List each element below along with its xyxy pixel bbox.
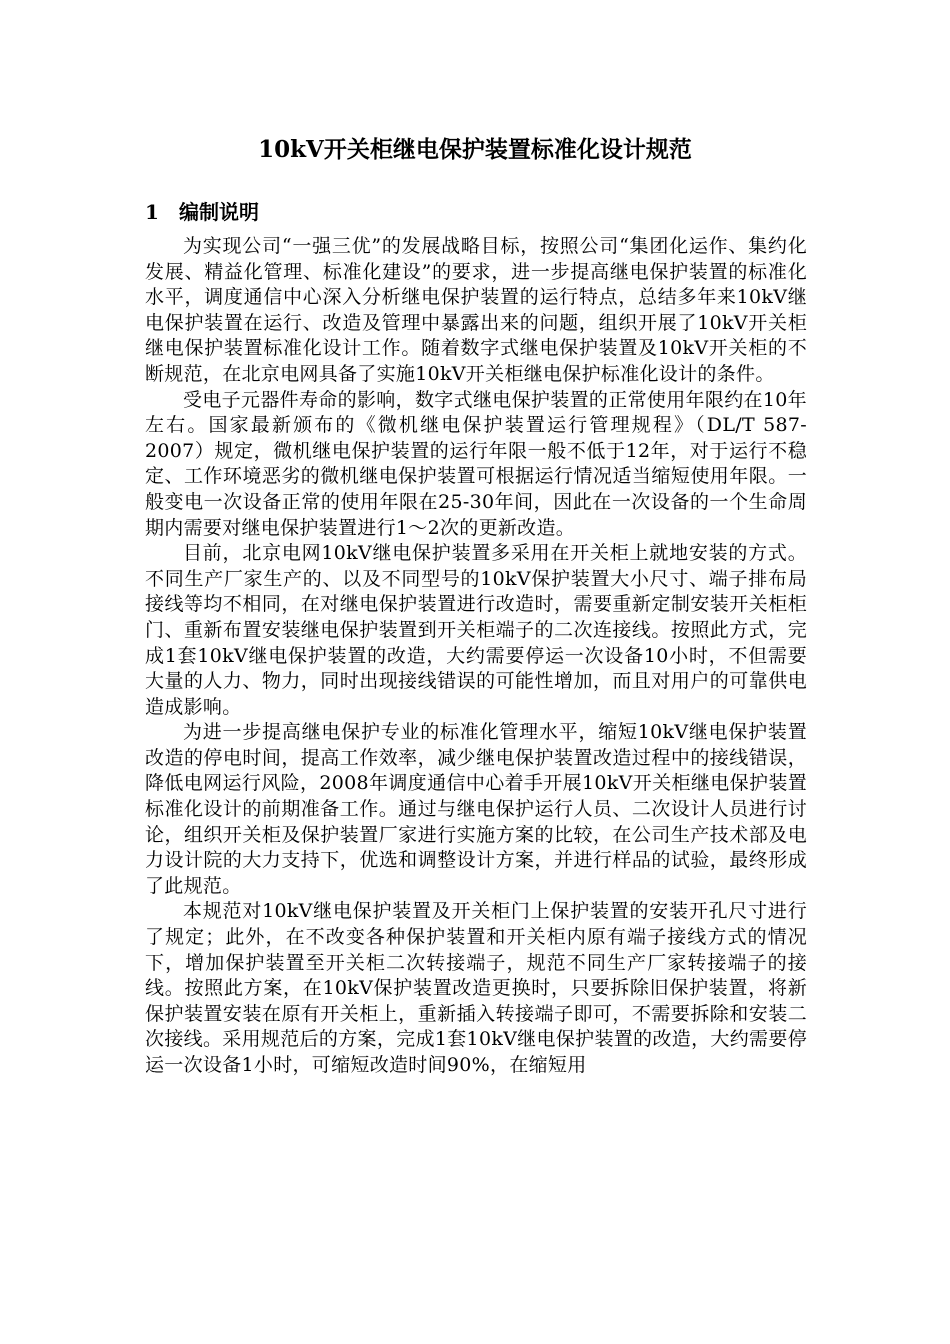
section-number: 1 — [145, 200, 159, 224]
section-heading — [145, 195, 259, 229]
section-title: 编制说明 — [179, 200, 259, 224]
paragraph-5: 本规范对10kV继电保护装置及开关柜门上保护装置的安装开孔尺寸进行了规定；此外，在不改变各种保护装置和开关柜内原有端子接线方式的情况下，增加保护装置至开关柜二次转接端子，规范不同生产厂家转接端子的接线。按照此方案，在10kV保护装置改造更换时，只要拆除旧保护装置，将新保护装置安装在原有开关柜上，重新插入转接端子即可，不需要拆除和安装二次接线。采用规范后的方案，完成1套10kV继电保护装置的改造，大约需要停运一次设备1小时，可缩短改造时间90%，在缩短用 — [145, 900, 807, 1076]
paragraph-4: 为进一步提高继电保护专业的标准化管理水平，缩短10kV继电保护装置改造的停电时间，提高工作效率，减少继电保护装置改造过程中的接线错误，降低电网运行风险，2008年调度通信中心着手开展10kV开关柜继电保护装置标准化设计的前期准备工作。通过与继电保护运行人员、二次设计人员进行讨论，组织开关柜及保护装置厂家进行实施方案的比较，在公司生产技术部及电力设计院的大力支持下，优选和调整设计方案，并进行样品的试验，最终形成了此规范。 — [145, 721, 807, 897]
document-title: 10kV开关柜继电保护装置标准化设计规范 — [258, 136, 692, 163]
paragraph-1: 为实现公司“一强三优”的发展战略目标，按照公司“集团化运作、集约化发展、精益化管理、标准化建设”的要求，进一步提高继电保护装置的标准化水平，调度通信中心深入分析继电保护装置的运行特点，总结多年来10kV继电保护装置在运行、改造及管理中暴露出来的问题，组织开展了10kV开关柜继电保护装置标准化设计工作。随着数字式继电保护装置及10kV开关柜的不断规范，在北京电网具备了实施10kV开关柜继电保护标准化设计的条件。 — [145, 235, 807, 385]
paragraph-2: 受电子元器件寿命的影响，数字式继电保护装置的正常使用年限约在10年左右。国家最新颁布的《微机继电保护装置运行管理规程》（DL/T 587-2007）规定，微机继电保护装置的运行年限一般不低于12年，对于运行不稳定、工作环境恶劣的微机继电保护装置可根据运行情况适当缩短使用年限。一般变电一次设备正常的使用年限在25-30年间，因此在一次设备的一个生命周期内需要对继电保护装置进行1～2次的更新改造。 — [145, 388, 807, 539]
paragraph-3: 目前，北京电网10kV继电保护装置多采用在开关柜上就地安装的方式。不同生产厂家生产的、以及不同型号的10kV保护装置大小尺寸、端子排布局接线等均不相同，在对继电保护装置进行改造时，需要重新定制安装开关柜柜门、重新布置安装继电保护装置到开关柜端子的二次连接线。按照此方式，完成1套10kV继电保护装置的改造，大约需要停运一次设备10小时，不但需要大量的人力、物力，同时出现接线错误的可能性增加，而且对用户的可靠供电造成影响。 — [145, 542, 807, 718]
body-text — [145, 234, 807, 1079]
